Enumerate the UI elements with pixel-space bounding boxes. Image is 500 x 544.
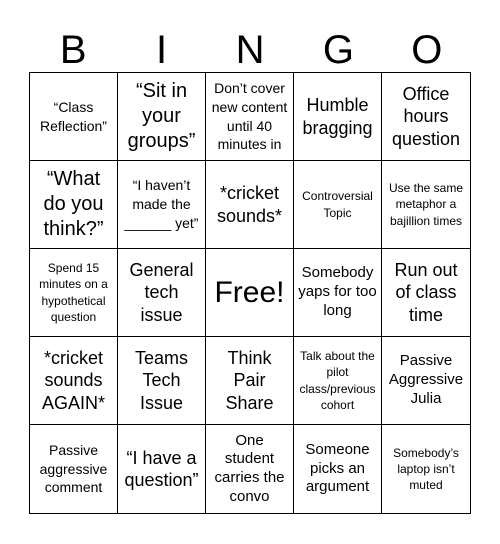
bingo-cell-text: “Sit in your groups”	[127, 80, 196, 152]
bingo-cell-text: Humble bragging	[302, 95, 373, 138]
bingo-cell-text: Run out of class time	[394, 259, 458, 325]
bingo-cell[interactable]	[118, 249, 206, 337]
bingo-cell[interactable]	[206, 161, 294, 249]
bingo-cell-text: Controversial Topic	[302, 189, 373, 220]
bingo-cell[interactable]	[118, 161, 206, 249]
header-letter-o: O	[411, 28, 443, 72]
bingo-cell-text: Passive Aggressive Julia	[388, 352, 464, 407]
bingo-cell[interactable]	[382, 425, 470, 513]
bingo-cell[interactable]	[294, 161, 382, 249]
header-letter-i: I	[156, 28, 168, 72]
bingo-cell-text: Use the same metaphor a bajillion times	[388, 181, 464, 228]
bingo-cell[interactable]	[294, 425, 382, 513]
bingo-cell[interactable]	[118, 73, 206, 161]
bingo-cell[interactable]	[206, 425, 294, 513]
bingo-cell-text: Spend 15 minutes on a hypothetical question	[39, 261, 108, 324]
bingo-cell-text: *cricket sounds*	[216, 183, 283, 226]
header-letter-n: N	[235, 28, 265, 72]
bingo-cell[interactable]	[206, 73, 294, 161]
bingo-cell-text: Think Pair Share	[225, 347, 274, 413]
bingo-cell[interactable]	[382, 337, 470, 425]
bingo-cell[interactable]	[294, 249, 382, 337]
bingo-cell[interactable]	[294, 73, 382, 161]
bingo-header	[29, 20, 471, 72]
bingo-cell-text: Talk about the pilot class/previous cohort	[299, 349, 376, 412]
bingo-cell[interactable]	[118, 337, 206, 425]
bingo-cell-text: Somebody yaps for too long	[298, 264, 377, 319]
free-space-cell[interactable]	[206, 249, 294, 337]
bingo-cell-text: One student carries the convo	[214, 431, 285, 505]
bingo-cell-text: “I have a question”	[124, 447, 199, 490]
bingo-cell[interactable]	[206, 337, 294, 425]
header-letter-b: B	[59, 28, 87, 72]
bingo-cell-text: Somebody’s laptop isn’t muted	[393, 445, 459, 493]
free-space-text: Free!	[214, 275, 285, 309]
bingo-cell[interactable]	[382, 73, 470, 161]
bingo-cell-text: Don’t cover new content until 40 minutes in	[211, 79, 288, 153]
bingo-cell[interactable]	[382, 249, 470, 337]
bingo-cell[interactable]	[30, 249, 118, 337]
bingo-cell[interactable]	[30, 161, 118, 249]
bingo-cell-text: “Class Reflection”	[40, 98, 107, 134]
bingo-cell-text: Teams Tech Issue	[134, 347, 188, 413]
bingo-cell[interactable]	[30, 425, 118, 513]
bingo-cell-text: General tech issue	[129, 259, 194, 325]
bingo-grid	[29, 72, 471, 514]
bingo-cell[interactable]	[30, 337, 118, 425]
bingo-cell-text: Office hours question	[391, 83, 461, 149]
bingo-cell-text: “I haven’t made the ______ yet”	[124, 177, 199, 231]
bingo-cell-text: *cricket sounds AGAIN*	[41, 347, 106, 413]
bingo-cell[interactable]	[382, 161, 470, 249]
bingo-cell[interactable]	[294, 337, 382, 425]
bingo-cell-text: Passive aggressive comment	[39, 441, 108, 496]
bingo-cell-text: “What do you think?”	[43, 168, 104, 240]
bingo-cell-text: Someone picks an argument	[305, 440, 370, 496]
bingo-cell[interactable]	[118, 425, 206, 513]
header-letter-g: G	[322, 28, 354, 72]
bingo-cell[interactable]	[30, 73, 118, 161]
